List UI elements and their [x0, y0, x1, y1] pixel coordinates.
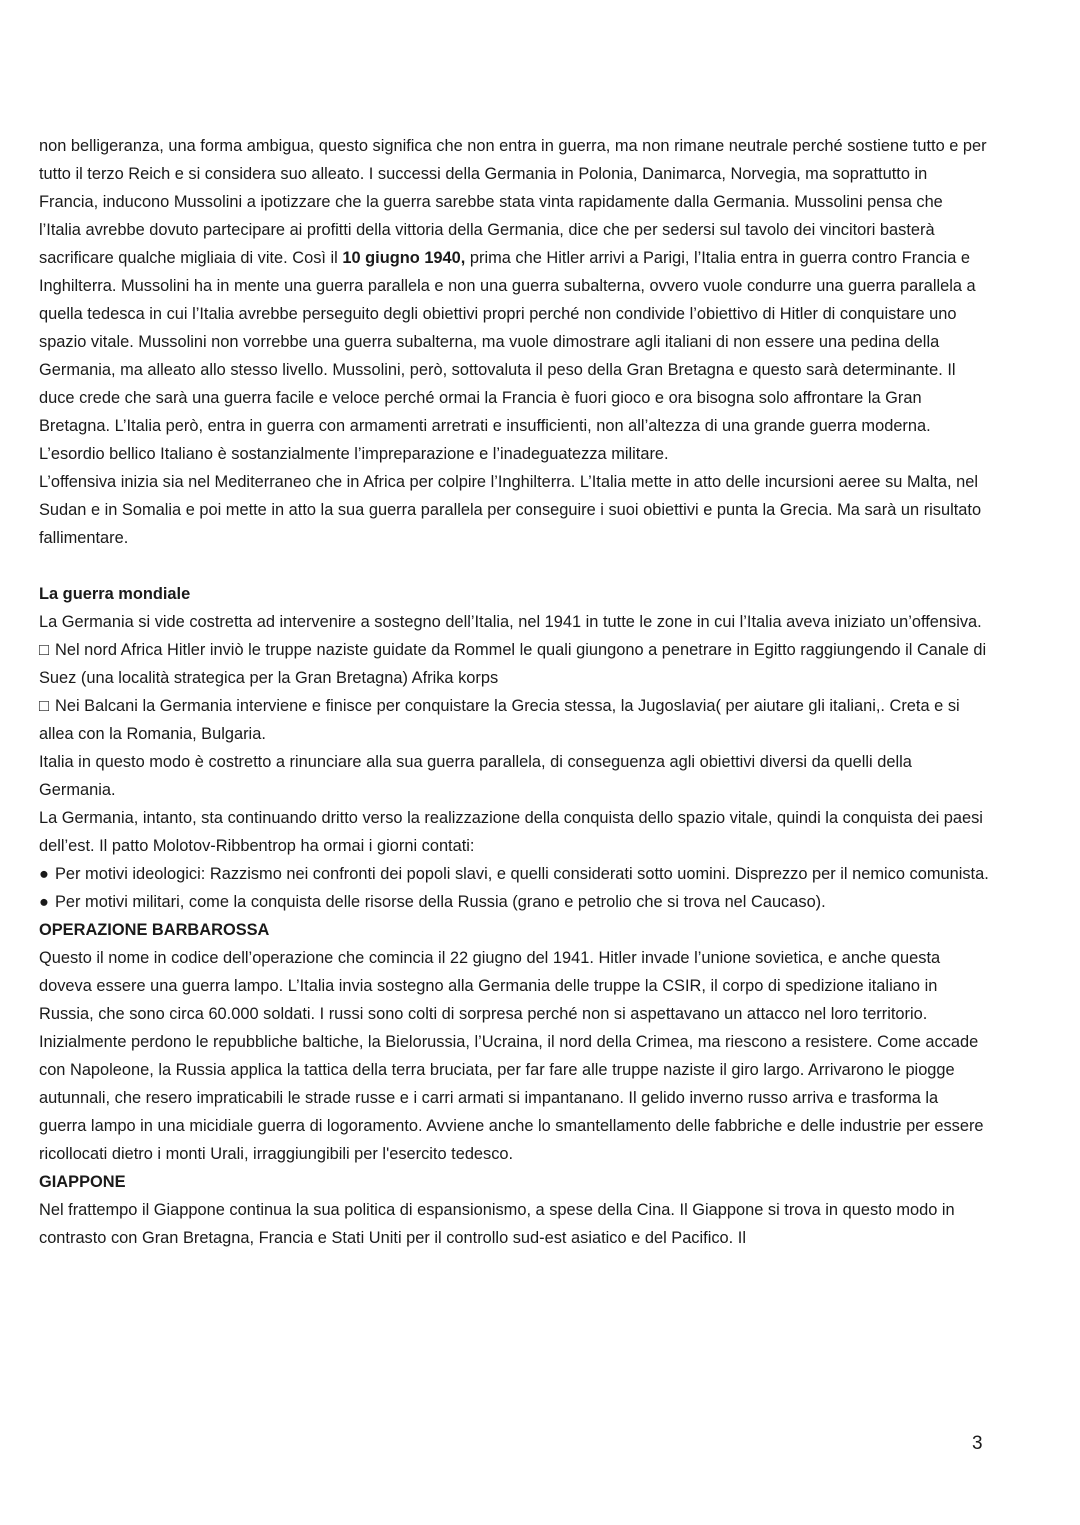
- paragraph-germania-interviene: La Germania si vide costretta ad intervenire a sostegno dell’Italia, nel 1941 in tutte le zone in cui l’Italia aveva iniziato un’offensiva.: [39, 613, 982, 631]
- paragraph-italia-rinuncia: Italia in questo modo è costretto a rinunciare alla sua guerra parallela, di conseguenza agli obiettivi diversi da quelli della Germania.: [39, 753, 912, 799]
- dot-bullet-icon: ●: [39, 893, 49, 911]
- list-item-balcani: □ Nei Balcani la Germania interviene e finisce per conquistare la Grecia stessa, la Jugoslavia( per aiutare gli italiani,. Creta e si allea con la Romania, Bulgaria.: [39, 692, 989, 748]
- date-highlight: 10 giugno 1940,: [342, 249, 466, 267]
- heading-giappone: GIAPPONE: [39, 1173, 126, 1191]
- page-number: 3: [972, 1433, 983, 1454]
- checkbox-bullet-icon: □: [39, 641, 49, 659]
- list-item-motivi-militari: ● Per motivi militari, come la conquista delle risorse della Russia (grano e petrolio che si trova nel Caucaso).: [39, 888, 989, 916]
- checkbox-bullet-icon: □: [39, 697, 49, 715]
- paragraph-giappone: Nel frattempo il Giappone continua la sua politica di espansionismo, a spese della Cina. Il Giappone si trova in questo modo in contrasto con Gran Bretagna, Francia e Stati Uniti per il controllo sud-est asiatico e del Pacifico. Il: [39, 1201, 955, 1247]
- list-item-nord-africa: □ Nel nord Africa Hitler inviò le truppe naziste guidate da Rommel le quali giungono a penetrare in Egitto raggiungendo il Canale di Suez (una località strategica per la Gran Bretagna) Afrika korps: [39, 636, 989, 692]
- paragraph-barbarossa: Questo il nome in codice dell’operazione che comincia il 22 giugno del 1941. Hitler invade l’unione sovietica, e anche questa doveva essere una guerra lampo. L’Italia invia sostegno alla Germania delle truppe la CSIR, il corpo di spedizione italiano in Russia, che sono circa 60.000 soldati. I russi sono colti di sorpresa perché non si aspettavano un attacco nel loro territorio. Inizialmente perdono le repubbliche baltiche, la Bielorussia, l’Ucraina, il nord della Crimea, ma riescono a resistere. Come accade con Napoleone, la Russia applica la tattica della terra bruciata, per far fare alle truppe naziste il giro largo. Arrivarono le piogge autunnali, che resero impraticabili le strade russe e i carri armati si impantanano. Il gelido inverno russo arriva e trasforma la guerra lampo in una micidiale guerra di logoramento. Avviene anche lo smantellamento delle fabbriche e delle industrie per essere ricollocati dietro i monti Urali, irraggiungibili per l'esercito tedesco.: [39, 949, 984, 1163]
- paragraph-offensive: L’offensiva inizia sia nel Mediterraneo che in Africa per colpire l’Inghilterra. L’Italia mette in atto delle incursioni aeree su Malta, nel Sudan e in Somalia e poi mette in atto la sua guerra parallela per conseguire i suoi obiettivi e punta la Grecia. Ma sarà un risultato fallimentare.: [39, 473, 982, 547]
- document-body: [39, 132, 989, 1252]
- heading-operazione-barbarossa: OPERAZIONE BARBAROSSA: [39, 921, 270, 939]
- paragraph-intro: non belligeranza, una forma ambigua, questo significa che non entra in guerra, ma non rimane neutrale perché sostiene tutto e per tutto il terzo Reich e si considera suo alleato. I successi della Germania in Polonia, Danimarca, Norvegia, ma soprattutto in Francia, inducono Mussolini a ipotizzare che la guerra sarebbe stata vinta rapidamente dalla Germania. Mussolini pensa che l’Italia avrebbe dovuto partecipare ai profitti della vittoria della Germania, dice che per sedersi sul tavolo dei vincitori basterà sacrificare qualche migliaia di vite. Così il 10 giugno 1940, prima che Hitler arrivi a Parigi, l’Italia entra in guerra contro Francia e Inghilterra. Mussolini ha in mente una guerra parallela e non una guerra subalterna, ovvero vuole condurre una guerra parallela a quella tedesca in cui l’Italia avrebbe perseguito degli obiettivi propri perché non condivide l’obiettivo di Hitler di conquistare uno spazio vitale. Mussolini non vorrebbe una guerra subalterna, ma vuole dimostrare agli italiani di non essere una pedina della Germania, ma alleato allo stesso livello. Mussolini, però, sottovaluta il peso della Gran Bretagna e questo sarà determinante. Il duce crede che sarà una guerra facile e veloce perché ormai la Francia è fuori gioco e ora bisogna solo affrontare la Gran Bretagna. L’Italia però, entra in guerra con armamenti arretrati e insufficienti, non all’altezza di una grande guerra moderna. L’esordio bellico Italiano è sostanzialmente l’impreparazione e l’inadeguatezza militare.: [39, 137, 987, 463]
- spacer: [39, 552, 989, 580]
- list-item-motivi-ideologici: ● Per motivi ideologici: Razzismo nei confronti dei popoli slavi, e quelli considerati sotto uomini. Disprezzo per il nemico comunista.: [39, 860, 989, 888]
- heading-guerra-mondiale: La guerra mondiale: [39, 585, 191, 603]
- dot-bullet-icon: ●: [39, 865, 49, 883]
- paragraph-spazio-vitale: La Germania, intanto, sta continuando dritto verso la realizzazione della conquista dello spazio vitale, quindi la conquista dei paesi dell’est. Il patto Molotov-Ribbentrop ha ormai i giorni contati:: [39, 809, 983, 855]
